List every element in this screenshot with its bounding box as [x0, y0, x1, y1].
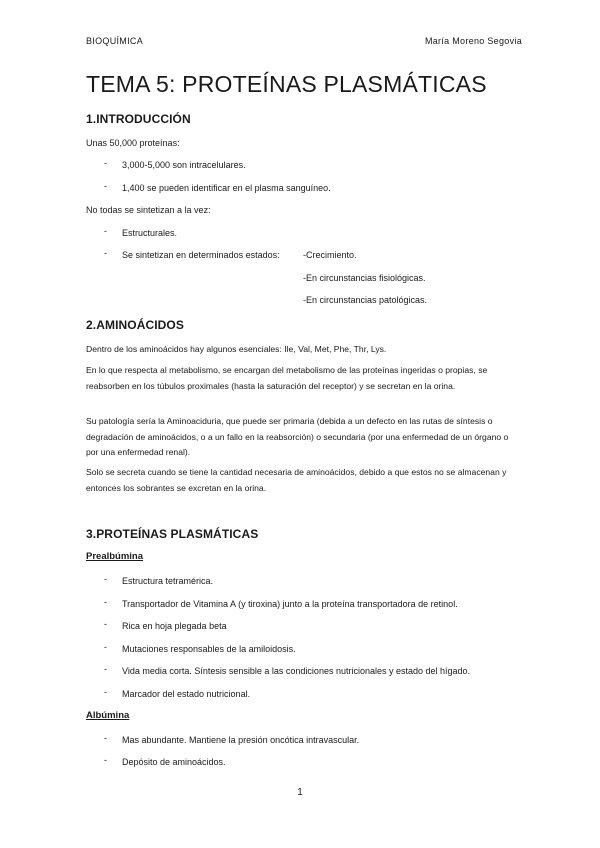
bullet-dash: -: [104, 642, 107, 652]
bullet-dash: -: [104, 226, 107, 236]
subsection-prealbumina: Prealbúmina: [86, 551, 144, 562]
list-item: Mutaciones responsables de la amiloidosis.: [122, 644, 296, 654]
intro-lead-2: No todas se sintetizan a la vez:: [86, 205, 211, 215]
list-item: Transportador de Vitamina A (y tiroxina) junto a la proteína transportadora de retinol.: [122, 599, 458, 609]
page-title: TEMA 5: PROTEÍNAS PLASMÁTICAS: [86, 71, 487, 97]
page-number: 1: [297, 787, 303, 798]
bullet-dash: -: [104, 248, 107, 258]
list-item: 1,400 se pueden identificar en el plasma sanguíneo.: [122, 183, 331, 193]
section-heading-introduccion: 1.INTRODUCCIÓN: [86, 112, 191, 126]
list-item: Estructura tetramérica.: [122, 576, 214, 586]
bullet-dash: -: [104, 574, 107, 584]
bullet-dash: -: [104, 619, 107, 629]
paragraph: Dentro de los aminoácidos hay algunos esenciales: Ile, Val, Met, Phe, Thr, Lys.: [86, 344, 387, 354]
state-item: -En circunstancias fisiológicas.: [303, 273, 426, 283]
bullet-dash: -: [104, 687, 107, 697]
header-author: María Moreno Segovia: [424, 36, 522, 46]
paragraph: Su patología sería la Aminoaciduria, que puede ser primaria (debida a un defecto en las rutas de síntesis o degradación de aminoácidos, o a un fallo en la reabsorción) o secundaria (por una enfermedad de un órgano o por una enfermedad renal).: [86, 416, 509, 457]
list-item: Rica en hoja plegada beta: [122, 621, 227, 631]
list-item: Depósito de aminoácidos.: [122, 757, 226, 767]
state-item: -En circunstancias patológicas.: [303, 295, 428, 305]
list-item: 3,000-5,000 son intracelulares.: [122, 160, 246, 170]
bullet-dash: -: [104, 158, 107, 168]
intro-lead: Unas 50,000 proteínas:: [86, 138, 180, 148]
section-heading-aminoacidos: 2.AMINOÁCIDOS: [86, 318, 184, 332]
header-subject: BIOQUÍMICA: [86, 36, 144, 46]
bullet-dash: -: [104, 597, 107, 607]
state-item: -Crecimiento.: [303, 250, 357, 260]
list-item: Marcador del estado nutricional.: [122, 689, 251, 699]
list-item: Estructurales.: [122, 228, 178, 238]
bullet-dash: -: [104, 664, 107, 674]
list-item: Mas abundante. Mantiene la presión oncótica intravascular.: [122, 735, 360, 745]
subsection-albumina: Albúmina: [86, 710, 130, 721]
list-item: Vida media corta. Síntesis sensible a las condiciones nutricionales y estado del hígado.: [122, 666, 471, 676]
section-heading-proteinas-plasmaticas: 3.PROTEÍNAS PLASMÁTICAS: [86, 527, 259, 541]
paragraph: Solo se secreta cuando se tiene la cantidad necesaria de aminoácidos, debido a que estos no se almacenan y entonces los sobrantes se excretan en la orina.: [86, 467, 507, 493]
bullet-dash: -: [104, 755, 107, 765]
bullet-dash: -: [104, 733, 107, 743]
paragraph: En lo que respecta al metabolismo, se encargan del metabolismo de las proteínas ingeridas o propias, se reabsorben en los túbulos proximales (hasta la saturación del receptor) y se secretan en la orina.: [86, 365, 488, 391]
bullet-dash: -: [104, 181, 107, 191]
list-item: Se sintetizan en determinados estados:: [122, 250, 280, 260]
